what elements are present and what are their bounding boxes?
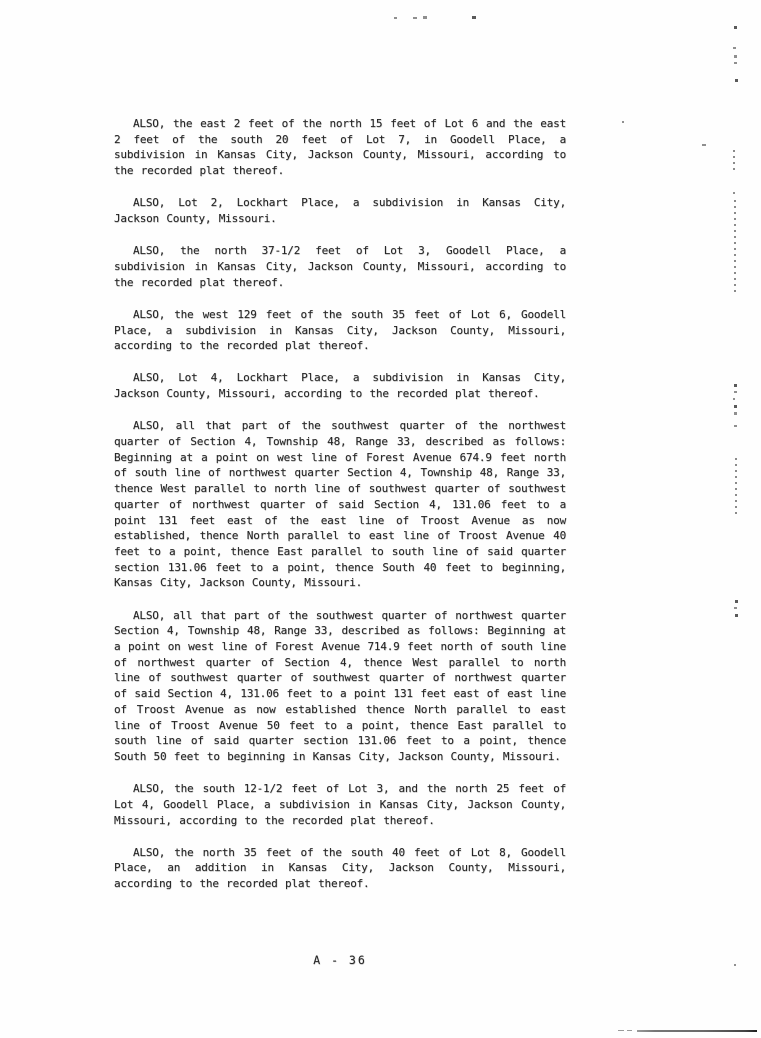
- scan-speck: [733, 192, 735, 194]
- scan-speck: [734, 26, 737, 29]
- scan-dotted-line: [734, 200, 736, 295]
- paragraph-lot6-goodell: ALSO, the west 129 feet of the south 35 feet of Lot 6, Goodell Place, a subdivision in Kansas City, Jackson County, Missouri, according to the recorded plat thereof.: [114, 307, 566, 353]
- scan-speck: [734, 607, 737, 609]
- paragraph-lot6-lot7-goodell: ALSO, the east 2 feet of the north 15 feet of Lot 6 and the east 2 feet of the south 20 feet of Lot 7, in Goodell Place, a subdivision in Kansas City, Jackson County, Missouri, according to the recorded plat thereof.: [114, 117, 566, 178]
- scan-dash: [618, 1030, 624, 1031]
- scan-speck: [423, 16, 427, 19]
- scan-speck: [622, 121, 624, 123]
- scan-speck: [734, 62, 737, 64]
- scan-speck: [733, 47, 736, 49]
- scan-speck: [394, 17, 397, 19]
- scan-line: [637, 1030, 757, 1032]
- scan-speck: [734, 391, 737, 393]
- scan-speck: [734, 405, 737, 408]
- scan-dash: [627, 1030, 632, 1031]
- paragraph-lot4-lockhart: ALSO, Lot 4, Lockhart Place, a subdivision in Kansas City, Jackson County, Missouri, according to the recorded plat thereof.: [114, 371, 566, 401]
- scan-speck: [734, 964, 736, 966]
- paragraph-lot2-lockhart: ALSO, Lot 2, Lockhart Place, a subdivision in Kansas City, Jackson County, Missouri.: [114, 196, 566, 226]
- paragraph-section4-tract-40ft: ALSO, all that part of the southwest quarter of the northwest quarter of Section 4, Township 48, Range 33, described as follows: Beginning at a point on west line of Forest Avenue 674.9 feet north of south line of northwest quarter Section 4, Township 48, Range 33, thence West parallel to north line of southwest quarter of southwest quarter of northwest quarter of said Section 4, 131.06 feet to a point 131 feet east of the east line of Troost Avenue as now established, thence North parallel to east line of Troost Avenue 40 feet to a point, thence East parallel to south line of said quarter section 131.06 feet to a point, thence South 40 feet to beginning, Kansas City, Jackson County, Missouri.: [114, 419, 566, 590]
- paragraph-lot8-goodell: ALSO, the north 35 feet of the south 40 feet of Lot 8, Goodell Place, an addition in Kansas City, Jackson County, Missouri, according to the recorded plat thereof.: [114, 845, 566, 891]
- scan-speck: [733, 398, 735, 400]
- paragraph-lot3-lot4-goodell: ALSO, the south 12-1/2 feet of Lot 3, and the north 25 feet of Lot 4, Goodell Place, a subdivision in Kansas City, Jackson County, Missouri, according to the recorded plat thereof.: [114, 782, 566, 827]
- paragraph-section4-tract-50ft: ALSO, all that part of the southwest quarter of northwest quarter Section 4, Township 48, Range 33, described as follows: Beginning at a point on west line of Forest Avenue 714.9 feet north of south line of northwest quarter of Section 4, thence West parallel to north line of southwest quarter of southwest quarter of northwest quarter of said Section 4, 131.06 feet to a point 131 feet east of east line of Troost Avenue as now established thence North parallel to east line of Troost Avenue 50 feet to a point, thence East parallel to south line of said quarter section 131.06 feet to a point, thence South 50 feet to beginning in Kansas City, Jackson County, Missouri.: [114, 608, 566, 763]
- page-number: A - 36: [313, 953, 367, 967]
- legal-description-text: [114, 116, 566, 908]
- scan-speck: [734, 425, 737, 427]
- scan-speck: [734, 412, 737, 415]
- scan-speck: [735, 614, 738, 617]
- scan-speck: [472, 16, 476, 19]
- scan-dotted-line: [733, 150, 735, 170]
- scan-speck: [735, 79, 738, 82]
- paragraph-lot3-goodell: ALSO, the north 37-1/2 feet of Lot 3, Goodell Place, a subdivision in Kansas City, Jackson County, Missouri, according to the recorded plat thereof.: [114, 244, 566, 289]
- scan-speck: [702, 144, 706, 146]
- scan-dotted-line: [735, 458, 737, 518]
- scan-speck: [734, 384, 737, 387]
- scan-speck: [735, 600, 738, 603]
- scan-speck: [734, 55, 737, 58]
- scan-speck: [413, 17, 417, 19]
